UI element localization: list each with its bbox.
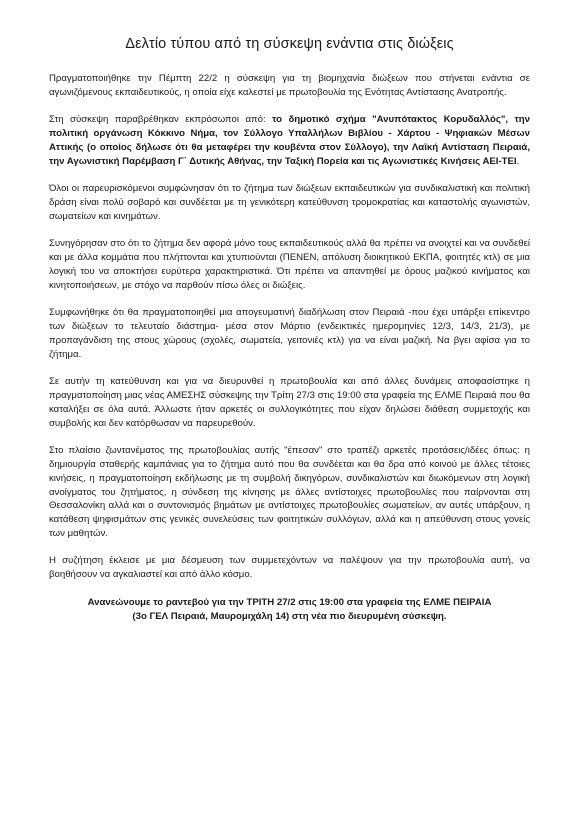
- paragraph-conclusion: Η συζήτηση έκλεισε με μια δέσμευση των συμμετεχόντων να παλέψουν για την πρωτοβουλία αυτή, να βοηθήσουν να αγκαλιαστεί και από άλλο κόσμο.: [49, 555, 530, 581]
- attendees-end: .: [516, 155, 520, 167]
- attendees-intro: Στη σύσκεψη παραβρέθηκαν εκπρόσωποι από:: [49, 114, 273, 126]
- paragraph-proposals: Στο πλαίσιο ζωντανέματος της πρωτοβουλίας αυτής "έπεσαν" στο τραπέζι αρκετές προτάσεις/ιδέες όπως: η δημιουργία σταθερής καμπάνιας για το ζήτημα αυτό που θα συνδέεται και θα δρα από κοινού με άλλες τέτοιες κινήσεις, η πραγματοποίηση εκδήλωσης με τη συμβολή δικηγόρων, συνδικαλιστών και διωκόμενων στη λογική ανοίγματος του ζητήματος, η σύνδεση της κίνησης με άλλες αντίστοιχες πρωτοβουλίες που παίρνονται στη Θεσσαλονίκη αλλά και ο συντονισμός βημάτων με αντίστοιχες πρωτοβουλίες σωματείων, αν αυτές υπάρξουν, η κατάθεση ψηφισμάτων στις γενικές συνελεύσεις των φοιτητικών συλλόγων, αλλά και η απεύθυνση στους γονείς των μαθητών.: [49, 444, 530, 540]
- paragraph-attendees: [49, 113, 530, 169]
- paragraph-broadening: Συνηγόρησαν στο ότι το ζήτημα δεν αφορά μόνο τους εκπαιδευτικούς αλλά θα πρέπει να ανοιχτεί και να συνδεθεί και με άλλα κομμάτια που πλήττονται και χτυπιούνται (ΠΕΝΕΝ, απόλυση διοικητικού ΕΚΠΑ, φοιτητές κτλ) σε μια λογική του να αποκτήσει ευρύτερα χαρακτηριστικά. Ότι πρέπει να απαντηθεί με όρους μαζικού κινήματος και κινητοποιήσεων, με στόχο να παρθούν πίσω όλες οι διώξεις.: [49, 238, 530, 291]
- paragraph-new-meeting: Σε αυτήν τη κατεύθυνση και για να διευρυνθεί η πρωτοβουλία και από άλλες δυνάμεις αποφασίστηκε η πραγματοποίηση μιας νέας ΑΜΕΣΗΣ σύσκεψης την Τρίτη 27/3 στις 19:00 στα γραφεία της ΕΛΜΕ Πειραιά που θα καταλήξει σε όλα αυτά. Άλλωστε ήταν αρκετές οι συλλογικότητες που είχαν δηλώσει διάθεση συμμετοχής και συμβολής και δεν κατόρθωσαν να παρευρεθούν.: [49, 375, 530, 429]
- paragraph-agreement: Όλοι οι παρευρισκόμενοι συμφώνησαν ότι το ζήτημα των διώξεων εκπαιδευτικών για συνδικαλιστική και πολιτική δράση είναι πολύ σοβαρό και συνδέεται με τη γενικότερη κατεύθυνση τρομοκρατίας και καταστολής αγωνιστών, σωματείων και κινημάτων.: [49, 183, 530, 222]
- closing-line-1: Ανανεώνουμε το ραντεβού για την ΤΡΙΤΗ 27/2 στις 19:00 στα γραφεία της ΕΛΜΕ ΠΕΙΡΑΙΑ: [87, 596, 492, 608]
- paragraph-demonstration: Συμφωνήθηκε ότι θα πραγματοποιηθεί μια απογευματινή διαδήλωση στον Πειραιά -που έχει υπάρξει επίκεντρο των διώξεων το τελευταίο διάστημα- μέσα στον Μάρτιο (ενδεικτικές ημερομηνίες 12/3, 14/3, 21/3), με προπαγάνδιση της στους χώρους (σχολές, σωματεία, γειτονιές κτλ) για να είναι μαζική. Να βγει αφίσα για το ζήτημα.: [49, 306, 530, 360]
- attendees-list: το δημοτικό σχήμα "Ανυπότακτος Κορυδαλλός", την πολιτική οργάνωση Κόκκινο Νήμα, τον Σύλλογο Υπαλλήλων Βιβλίου - Χάρτου - Ψηφιακών Μέσων Αττικής (ο οποίος δήλωσε ότι θα μεταφέρει την κουβέντα στον Σύλλογο), την Λαϊκή Αντίσταση Πειραιά, την Αγωνιστική Παρέμβαση Γ΄ Δυτικής Αθήνας, την Ταξική Πορεία και τις Αγωνιστικές Κινήσεις ΑΕΙ-ΤΕΙ: [49, 114, 530, 167]
- closing-announcement: [49, 596, 530, 625]
- paragraph-meeting-held: Πραγματοποιήθηκε την Πέμπτη 22/2 η σύσκεψη για τη βιομηχανία διώξεων που στήνεται ενάντια σε αγωνιζόμενους εκπαιδευτικούς, η οποία είχε καλεστεί με πρωτοβουλία της Ενότητας Αντίστασης Ανατροπής.: [49, 73, 530, 98]
- closing-line-2: (3ο ΓΕΛ Πειραιά, Μαυρομιχάλη 14) στη νέα πιο διευρυμένη σύσκεψη.: [132, 611, 447, 623]
- document-title: Δελτίο τύπου από τη σύσκεψη ενάντια στις διώξεις: [125, 36, 454, 52]
